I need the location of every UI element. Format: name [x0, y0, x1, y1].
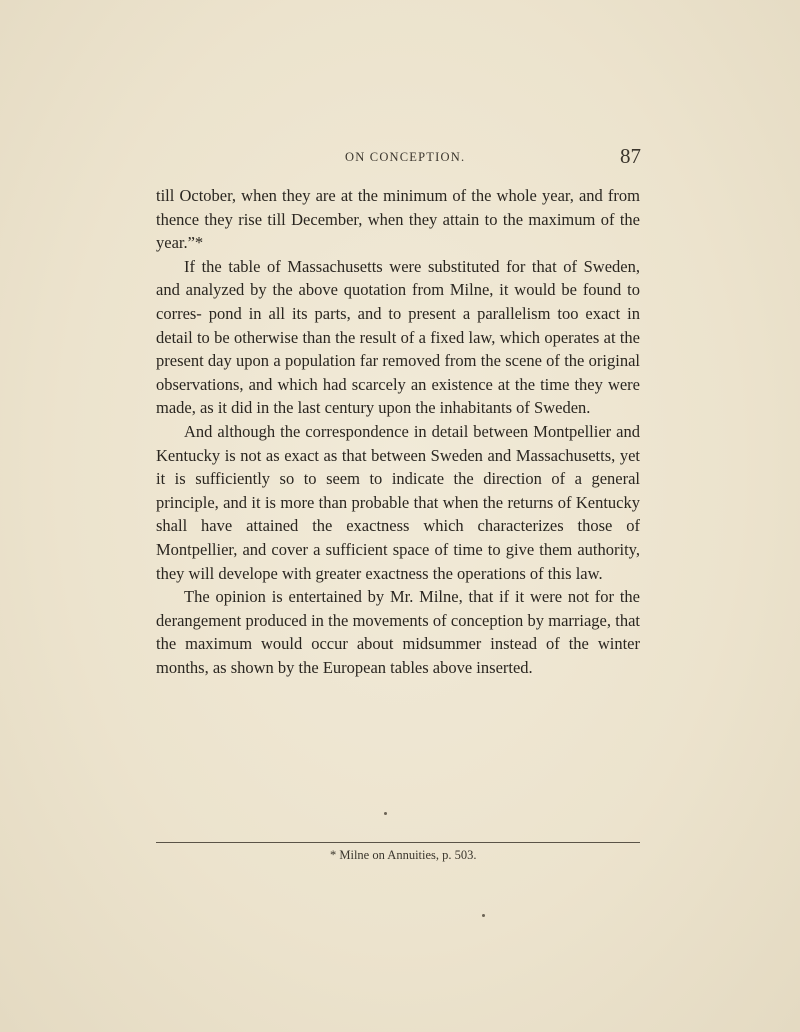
footnote-rule	[156, 842, 640, 843]
running-title: ON CONCEPTION.	[345, 150, 466, 164]
paragraph-1: till October, when they are at the minimum of the whole year, and from thence they rise till December, when they attain to the maximum of the year.”*	[156, 186, 640, 253]
paragraph-3: And although the correspondence in detail between Montpellier and Kentucky is not as exact as that between Sweden and Massachusetts, yet it is sufficiently so to seem to indicate the direction of a general principle, and it is more than probable that when the returns of Kentucky shall have attained the exactness which characterizes those of Montpellier, and cover a sufficient space of time to give them authority, they will develope with greater exactness the operations of this law.	[156, 421, 640, 583]
body-text	[156, 184, 640, 679]
paper-speck	[384, 812, 387, 815]
page-number: 87	[620, 144, 641, 168]
paragraph-2: If the table of Massachusetts were substituted for that of Sweden, and analyzed by the above quotation from Milne, it would be found to corres- pond in all its parts, and to present a parallelism too exact in detail to be otherwise than the result of a fixed law, which operates at the present day upon a population far removed from the scene of the original observations, and which had scarcely an existence at the time they were made, as it did in the last century upon the inhabitants of Sweden.	[156, 256, 640, 418]
paragraph-4: The opinion is entertained by Mr. Milne, that if it were not for the derangement produced in the movements of conception by marriage, that the maximum would occur about midsummer instead of the winter months, as shown by the European tables above inserted.	[156, 587, 640, 677]
footnote: * Milne on Annuities, p. 503.	[330, 848, 477, 862]
paper-speck	[482, 914, 485, 917]
